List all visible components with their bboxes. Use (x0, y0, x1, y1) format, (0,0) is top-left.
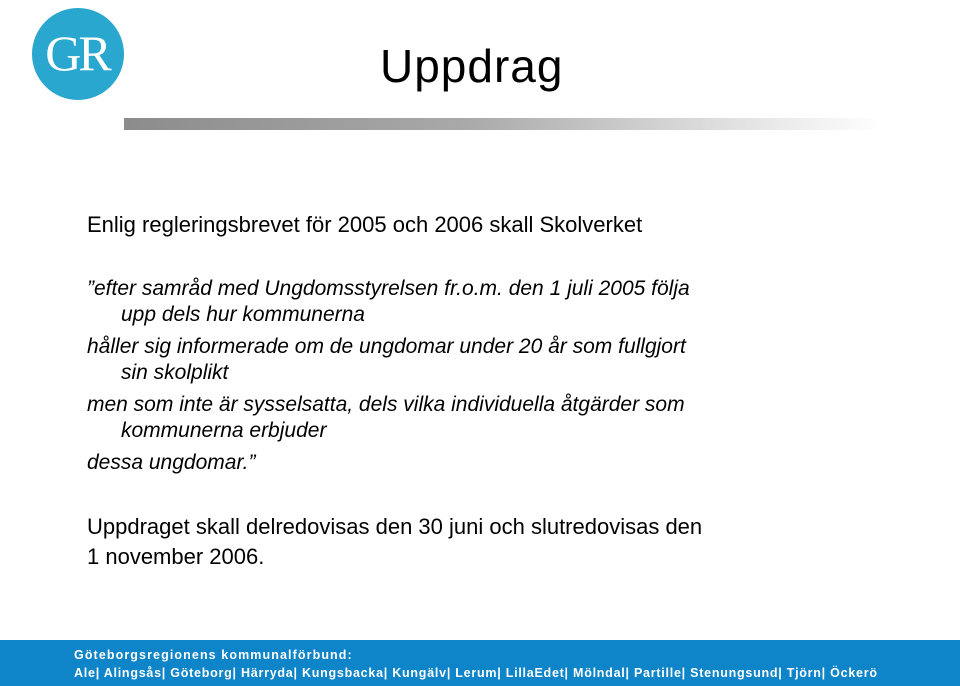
footer-org: Göteborgsregionens kommunalförbund: (74, 648, 353, 662)
quote-line-7: dessa ungdomar.” (87, 451, 256, 474)
quote-line-3: håller sig informerade om de ungdomar under 20 år som fullgjort (87, 335, 686, 358)
quote-line-1: ”efter samråd med Ungdomsstyrelsen fr.o.m. den 1 juli 2005 följa (87, 277, 690, 300)
quote-line-4: sin skolplikt (121, 361, 229, 384)
page-title: Uppdrag (380, 40, 564, 92)
title-divider (124, 118, 884, 130)
intro-paragraph: Enlig regleringsbrevet för 2005 och 2006 skall Skolverket (87, 212, 643, 237)
quote-line-2: upp dels hur kommunerna (121, 303, 365, 326)
report-paragraph (87, 512, 702, 572)
gr-logo-text: GR (45, 25, 109, 81)
footer-members: Ale| Alingsås| Göteborg| Härryda| Kungsbacka| Kungälv| Lerum| LillaEdet| Mölndal| Partille| Stenungsund| Tjörn| Öckerö (74, 666, 878, 680)
gr-logo (30, 6, 130, 102)
quote-line-6: kommunerna erbjuder (121, 419, 327, 442)
quote-block (87, 276, 690, 476)
quote-line-5: men som inte är sysselsatta, dels vilka individuella åtgärder som (87, 393, 685, 416)
footer-bar (0, 640, 960, 686)
report-line-2: 1 november 2006. (87, 544, 265, 569)
report-line-1: Uppdraget skall delredovisas den 30 juni och slutredovisas den (87, 514, 703, 539)
